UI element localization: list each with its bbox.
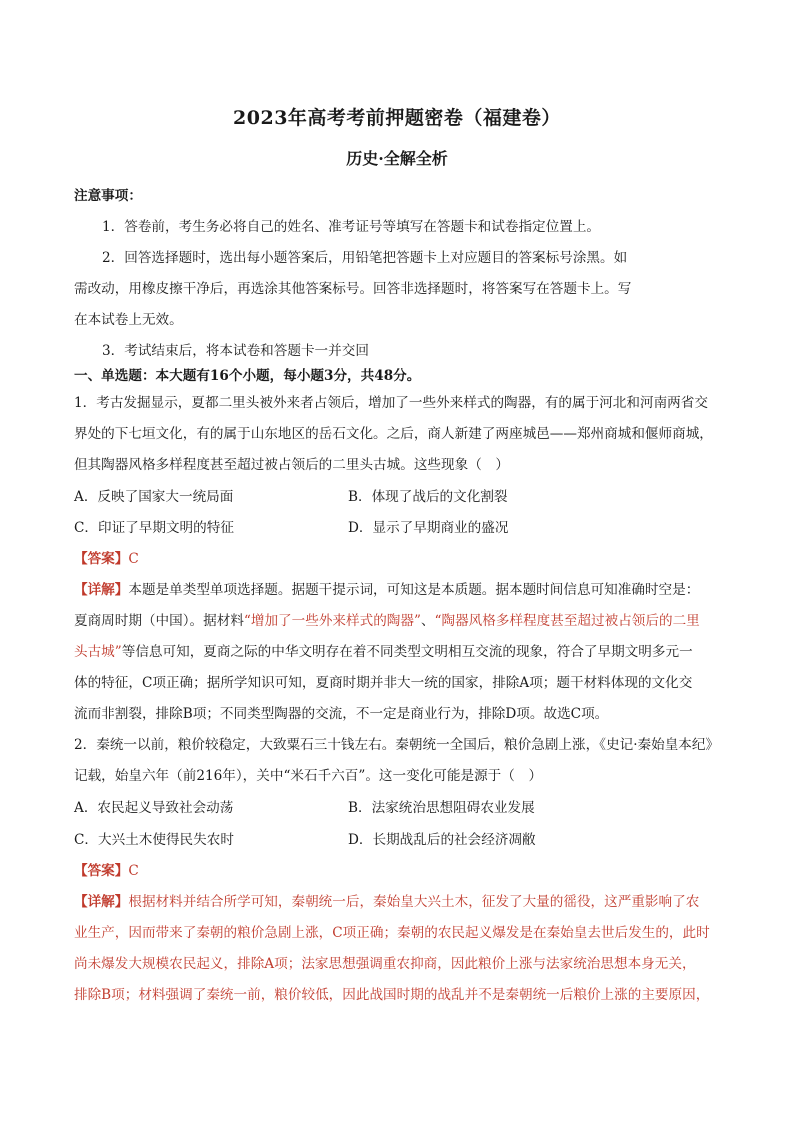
notice-heading: 注意事项：: [74, 188, 142, 204]
notice-item-3: 3．考试结束后，将本试卷和答题卡一并交回: [102, 343, 369, 359]
q1-option-c: C．印证了早期文明的特征: [74, 520, 234, 536]
q2-option-d: D．长期战乱后的社会经济凋敝: [348, 832, 536, 848]
q2-detail: [74, 892, 734, 912]
answer-tag: 【答案】: [74, 551, 129, 567]
answer-value: C: [128, 551, 139, 567]
q1-stem: 1．考古发掘显示，夏都二里头被外来者占领后，增加了一些外来样式的陶器，有的属于河北和河南两省交: [74, 395, 708, 411]
q2-detail-line-4: 排除B项；材料强调了秦统一前，粮价较低，因此战国时期的战乱并不是秦朝统一后粮价上涨的主要原因，: [74, 987, 710, 1003]
detail-text: 夏商周时期（中国）。据材料: [74, 613, 244, 629]
material-quote: 头古城”: [74, 644, 122, 660]
q1-stem-cont: 界处的下七垣文化，有的属于山东地区的岳石文化。之后，商人新建了两座城邑——郑州商城和偃师商城，: [74, 426, 713, 442]
q1-option-d: D．显示了早期商业的盛况: [348, 520, 509, 536]
q1-stem-end: 但其陶器风格多样程度甚至超过被占领后的二里头古城。这些现象（ ）: [74, 457, 509, 473]
q2-option-b: B．法家统治思想阻碍农业发展: [348, 800, 535, 816]
q2-stem: 2．秦统一以前，粮价较稳定，大致粟石三十钱左右。秦朝统一全国后，粮价急剧上涨，《史记·秦始皇本纪》: [74, 737, 720, 753]
q1-option-a: A．反映了国家大一统局面: [74, 489, 234, 505]
page-subtitle: 历史·全解全析: [346, 149, 448, 168]
material-quote: “增加了一些外来样式的陶器”: [243, 613, 421, 629]
material-quote: “陶器风格多样程度甚至超过被占领后的二里: [434, 613, 700, 629]
detail-tag: 【详解】: [74, 582, 129, 598]
notice-item-2-end: 在本试卷上无效。: [74, 312, 183, 328]
notice-item-1: 1．答卷前，考生务必将自己的姓名、准考证号等填写在答题卡和试卷指定位置上。: [102, 219, 601, 235]
detail-tag: 【详解】: [74, 894, 129, 910]
detail-text: 等信息可知，夏商之际的中华文明存在着不同类型文明相互交流的现象，符合了早期文明多元一: [121, 644, 693, 660]
answer-tag: 【答案】: [74, 863, 129, 879]
q2-detail-line-3: 尚未爆发大规模农民起义，排除A项；法家思想强调重农抑商，因此粮价上涨与法家统治思想本身无关，: [74, 956, 696, 972]
q1-detail-line-2: [74, 611, 734, 631]
notice-item-2-cont: 需改动，用橡皮擦干净后，再选涂其他答案标号。回答非选择题时，将答案写在答题卡上。写: [74, 281, 632, 297]
q2-option-c: C．大兴土木使得民失农时: [74, 832, 234, 848]
q2-stem-cont: 记载，始皇六年（前216年），关中“米石千六百”。这一变化可能是源于（ ）: [74, 768, 543, 784]
q1-answer: [74, 549, 734, 569]
detail-text: 根据材料并结合所学可知，秦朝统一后，秦始皇大兴土木，征发了大量的徭役，这严重影响了农: [128, 894, 700, 910]
detail-separator: 、: [420, 613, 435, 629]
notice-item-2: 2．回答选择题时，选出每小题答案后，用铅笔把答题卡上对应题目的答案标号涂黑。如: [102, 250, 628, 266]
q2-answer: [74, 861, 734, 881]
q2-option-a: A．农民起义导致社会动荡: [74, 800, 234, 816]
q1-option-b: B．体现了战后的文化割裂: [348, 489, 508, 505]
page-title: 2023年高考考前押题密卷（福建卷）: [233, 107, 561, 129]
section-heading: 一、单选题：本大题有16个小题，每小题3分，共48分。: [74, 368, 421, 384]
q1-detail-line-4: 体的特征，C项正确；据所学知识可知，夏商时期并非大一统的国家，排除A项；题干材料体现的文化交: [74, 675, 693, 691]
detail-text: 本题是单类型单项选择题。据题干提示词，可知这是本质题。据本题时间信息可知准确时空是：: [128, 582, 700, 598]
q1-detail-line-5: 流而非割裂，排除B项；不同类型陶器的交流，不一定是商业行为，排除D项。故选C项。: [74, 706, 609, 722]
answer-value: C: [128, 863, 139, 879]
q1-detail: [74, 580, 734, 600]
q1-detail-line-3: [74, 642, 734, 662]
q2-detail-line-2: 业生产，因而带来了秦朝的粮价急剧上涨，C项正确；秦朝的农民起义爆发是在秦始皇去世后发生的，此时: [74, 925, 710, 941]
